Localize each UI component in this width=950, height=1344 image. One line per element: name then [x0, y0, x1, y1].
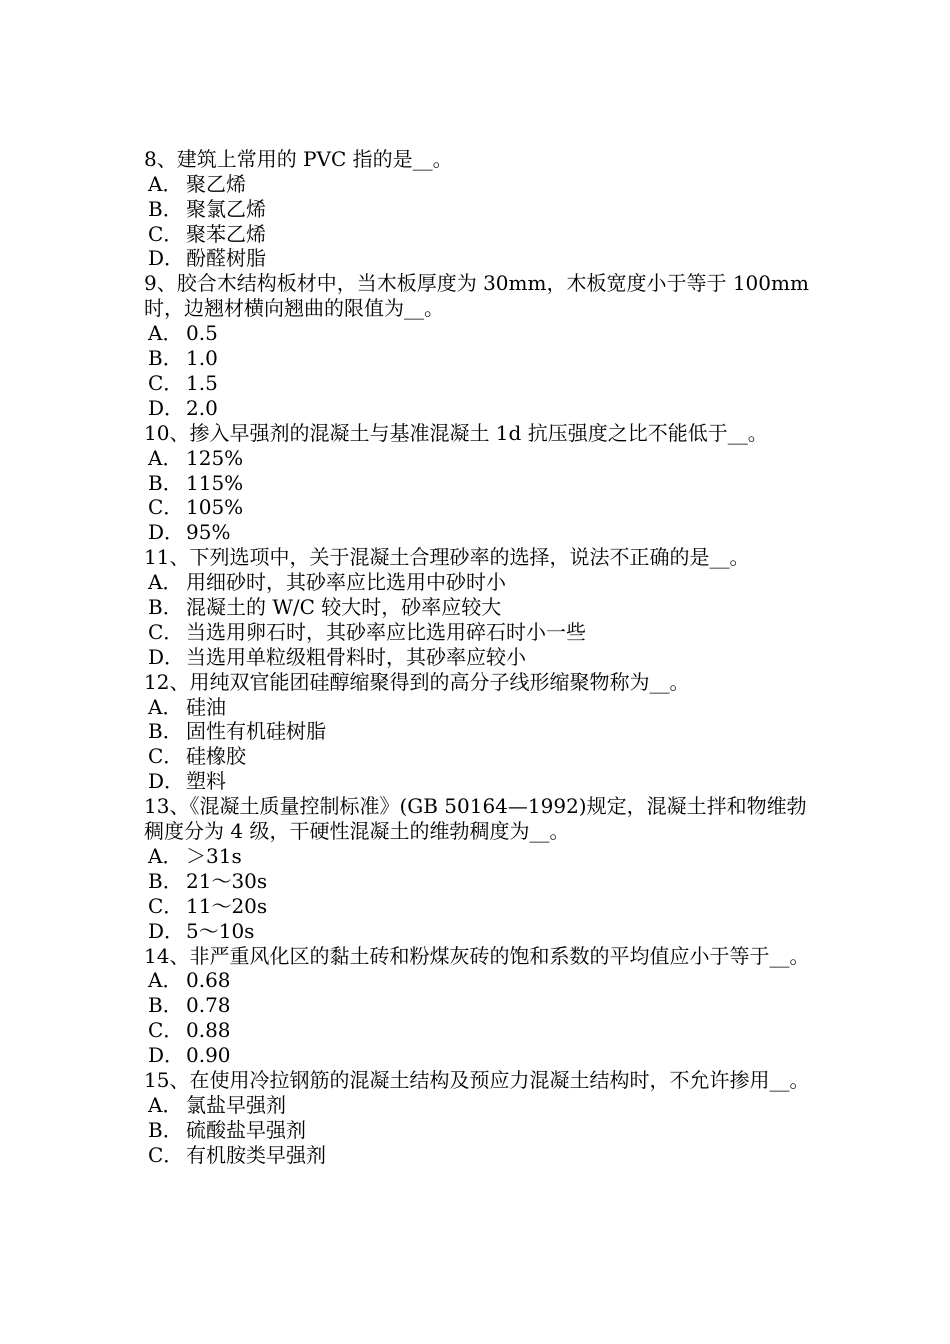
- question-block: [144, 1068, 810, 1168]
- answer-option: [144, 620, 810, 645]
- option-text: 氯盐早强剂: [186, 1092, 286, 1117]
- option-text: 硅油: [186, 694, 226, 719]
- option-text: 115%: [186, 470, 244, 495]
- option-label: A．: [148, 843, 183, 868]
- option-text: 聚苯乙烯: [186, 221, 266, 246]
- answer-option: [144, 321, 810, 346]
- option-label: D．: [148, 1043, 185, 1068]
- answer-option: [144, 919, 810, 944]
- option-text: 0.5: [186, 321, 218, 346]
- question-block: [144, 545, 810, 669]
- option-label: D．: [148, 246, 185, 271]
- question-block: [144, 944, 810, 1068]
- answer-option: [144, 197, 810, 222]
- question-block: [144, 421, 810, 545]
- option-text: 硅橡胶: [186, 744, 246, 769]
- option-label: B．: [148, 719, 183, 744]
- answer-option: [144, 495, 810, 520]
- option-d-prev-question: [144, 122, 810, 147]
- option-label: A．: [148, 321, 183, 346]
- option-label: B．: [148, 868, 183, 893]
- option-label: B．: [148, 1117, 183, 1142]
- question-text: 8、建筑上常用的 PVC 指的是__。: [144, 146, 453, 171]
- option-label: D．: [148, 520, 185, 545]
- option-label: C．: [148, 893, 184, 918]
- option-text: 125%: [186, 445, 244, 470]
- option-label: C．: [148, 1142, 184, 1167]
- answer-option: [144, 695, 810, 720]
- question-block: [144, 271, 810, 420]
- option-label: D．: [148, 769, 185, 794]
- question-text: 9、胶合木结构板材中，当木板厚度为 30mm，木板宽度小于等于 100mm 时，边翘材横向翘曲的限值为__。: [144, 271, 809, 321]
- option-label: C．: [148, 619, 184, 644]
- option-text: 聚乙烯: [186, 171, 246, 196]
- option-text: 酚醛树脂: [186, 246, 266, 271]
- option-label: C．: [148, 1018, 184, 1043]
- option-label: A．: [148, 171, 183, 196]
- answer-option: [144, 869, 810, 894]
- answer-option: [144, 645, 810, 670]
- option-label: B．: [148, 196, 183, 221]
- answer-option: [144, 769, 810, 794]
- answer-option: [144, 246, 810, 271]
- option-text: 0.88: [186, 1018, 231, 1043]
- answer-option: [144, 968, 810, 993]
- option-text: 0.68: [186, 968, 231, 993]
- option-text: 1.0: [186, 346, 218, 371]
- option-text: 0.78: [186, 993, 231, 1018]
- answer-option: [144, 894, 810, 919]
- question-text: 11、下列选项中，关于混凝土合理砂率的选择，说法不正确的是__。: [144, 545, 750, 570]
- option-text: 当选用卵石时，其砂率应比选用碎石时小一些: [186, 619, 586, 644]
- answer-option: [144, 346, 810, 371]
- answer-option: [144, 595, 810, 620]
- option-label: B．: [148, 470, 183, 495]
- answer-option: [144, 446, 810, 471]
- option-label: A．: [148, 445, 183, 470]
- answer-option: [144, 222, 810, 247]
- option-text: 混凝土的 W/C 较大时，砂率应较大: [186, 595, 502, 619]
- question-list: [144, 147, 810, 1168]
- option-label: A．: [148, 694, 183, 719]
- option-label: C．: [148, 495, 184, 520]
- question-block: [144, 794, 810, 943]
- answer-option: [144, 1043, 810, 1068]
- question-block: [144, 670, 810, 794]
- option-text: 硫酸盐早强剂: [186, 1117, 306, 1142]
- answer-option: [144, 1118, 810, 1143]
- option-label: B．: [148, 595, 183, 619]
- answer-option: [144, 471, 810, 496]
- answer-option: [144, 570, 810, 595]
- option-text: 聚氯乙烯: [186, 196, 266, 221]
- option-label: D．: [148, 644, 185, 669]
- answer-option: [144, 371, 810, 396]
- option-text: 95%: [186, 520, 231, 545]
- answer-option: [144, 844, 810, 869]
- answer-option: [144, 520, 810, 545]
- question-text: 15、在使用冷拉钢筋的混凝土结构及预应力混凝土结构时，不允许掺用__。: [144, 1067, 810, 1092]
- option-text: 塑料: [186, 769, 226, 794]
- answer-option: [144, 1143, 810, 1168]
- option-text: 2.0: [186, 395, 218, 420]
- option-text: 1.5: [186, 370, 218, 395]
- answer-option: [144, 993, 810, 1018]
- answer-option: [144, 172, 810, 197]
- option-label: D．: [148, 918, 185, 943]
- option-label: B．: [148, 346, 183, 371]
- option-text: 固性有机硅树脂: [186, 719, 326, 744]
- option-text: 有机胺类早强剂: [186, 1142, 326, 1167]
- question-text: 14、非严重风化区的黏土砖和粉煤灰砖的饱和系数的平均值应小于等于__。: [144, 943, 810, 968]
- option-text: 用细砂时，其砂率应比选用中砂时小: [186, 570, 506, 595]
- option-text: 21～30s: [186, 868, 268, 893]
- option-text: 5～10s: [186, 918, 255, 943]
- option-label: A．: [148, 1092, 183, 1117]
- option-text: 105%: [186, 495, 244, 520]
- question-text: 10、掺入早强剂的混凝土与基准混凝土 1d 抗压强度之比不能低于__。: [144, 420, 768, 445]
- option-label: A．: [148, 968, 183, 993]
- answer-option: [144, 719, 810, 744]
- question-text: 13、《混凝土质量控制标准》(GB 50164—1992)规定，混凝土拌和物维勃稠度分为 4 级，干硬性混凝土的维勃稠度为__。: [144, 794, 807, 844]
- answer-option: [144, 396, 810, 421]
- answer-option: [144, 744, 810, 769]
- option-label: C．: [148, 370, 184, 395]
- answer-option: [144, 1093, 810, 1118]
- question-text: 12、用纯双官能团硅醇缩聚得到的高分子线形缩聚物称为__。: [144, 669, 690, 694]
- option-text: 0.90: [186, 1043, 231, 1068]
- option-label: B．: [148, 993, 183, 1018]
- option-label: A．: [148, 570, 183, 595]
- option-label: C．: [148, 744, 184, 769]
- option-text: 当选用单粒级粗骨料时，其砂率应较小: [186, 644, 526, 669]
- option-label: D．: [148, 395, 185, 420]
- option-label: C．: [148, 221, 184, 246]
- option-text: ＞31s: [186, 843, 242, 868]
- question-block: [144, 147, 810, 271]
- document-page: [144, 122, 810, 1168]
- answer-option: [144, 1018, 810, 1043]
- option-text: 11～20s: [186, 893, 268, 918]
